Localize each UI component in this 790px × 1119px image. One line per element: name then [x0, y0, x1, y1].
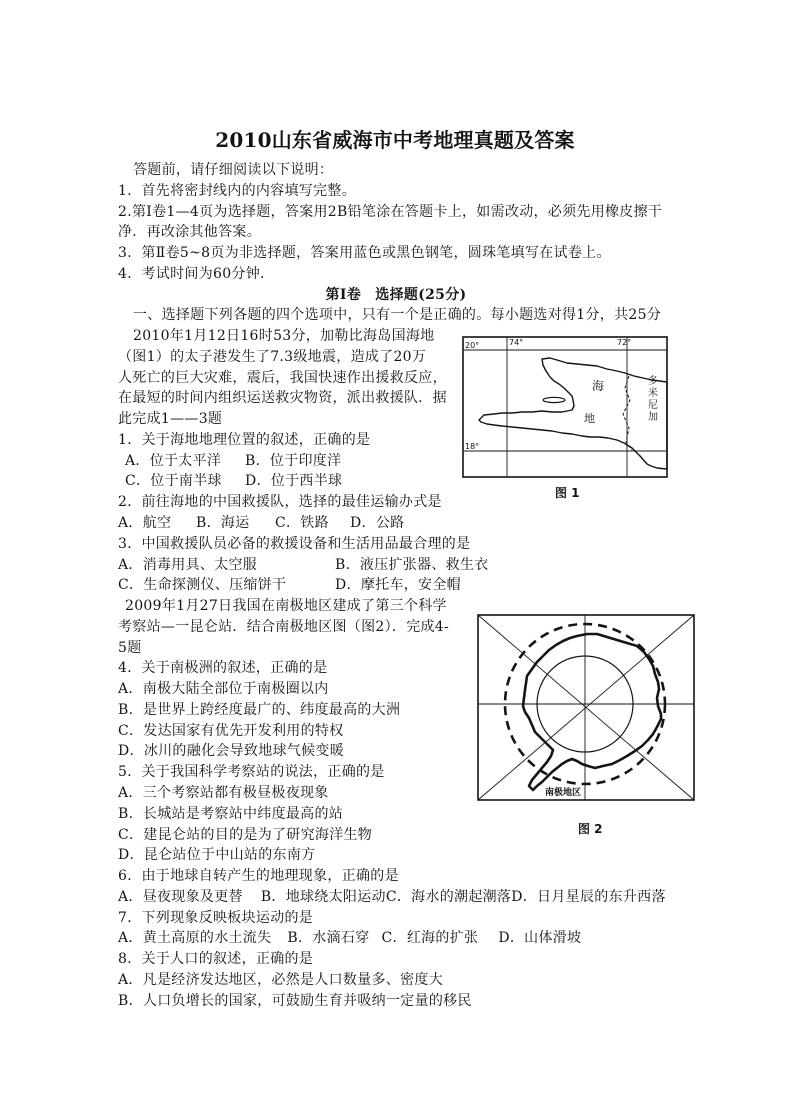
option-b: B．海运	[196, 515, 250, 532]
section-heading: 第Ⅰ卷 选择题(25分)	[325, 286, 467, 303]
question-stem: 4．关于南极洲的叙述，正确的是	[118, 660, 328, 677]
figure-2-caption: 图 2	[578, 822, 603, 836]
passage-line: （图1）的太子港发生了7.3级地震，造成了20万	[118, 348, 427, 365]
country-label-char-2: 地	[584, 412, 595, 425]
option-b: B．位于印度洋	[245, 452, 342, 469]
option-a: A．位于太平洋	[125, 452, 222, 469]
option-b: B．长城站是考察站中纬度最高的站	[118, 805, 344, 822]
option-d: D．冰川的融化会导致地球气候变暖	[118, 743, 345, 760]
option-b: B．地球绕太阳运动	[260, 888, 386, 905]
option-d: D．公路	[350, 515, 405, 532]
map-title: 南极地区	[545, 788, 582, 798]
option-row	[118, 928, 674, 949]
option-a: A．航空	[118, 515, 172, 532]
instruction-line: 3．第Ⅱ卷5~8页为非选择题，答案用蓝色或黑色钢笔，圆珠笔填写在试卷上。	[118, 245, 611, 262]
lat-label-20: 20°	[465, 341, 480, 350]
option-d: D．昆仑站位于中山站的东南方	[118, 847, 316, 864]
question-stem: 6．由于地球自转产生的地理现象，正确的是	[118, 868, 399, 885]
lat-label-18: 18°	[465, 442, 480, 451]
question-stem: 7．下列现象反映板块运动的是	[118, 909, 314, 926]
option-d: D．山体滑坡	[498, 930, 582, 947]
passage-line: 在最短的时间内组织运送救灾物资，派出救援队．据	[118, 390, 447, 407]
option-c: C．红海的扩张	[381, 930, 479, 947]
question-stem: 1．关于海地地理位置的叙述，正确的是	[118, 431, 371, 448]
passage-line: 2009年1月27日我国在南极地区建成了第三个科学	[125, 598, 447, 615]
document-body	[118, 160, 674, 1011]
option-a: A．黄土高原的水土流失	[118, 930, 272, 947]
option-d: D．日月星辰的东升西落	[511, 888, 666, 905]
figure-2-antarctica-map	[477, 614, 696, 802]
haiti-map-graphic	[462, 336, 670, 480]
question-stem: 5．关于我国科学考察站的说法，正确的是	[118, 764, 385, 781]
lon-label-74: 74°	[509, 338, 524, 347]
map-frame	[463, 337, 667, 477]
option-a: A．昼夜现象及更替	[118, 888, 243, 905]
instruction-line: 4．考试时间为60分钟．	[118, 265, 275, 282]
option-c: C．铁路	[275, 515, 329, 532]
figure-1-caption: 图 1	[555, 486, 580, 500]
option-a: A．凡是经济发达地区，必然是人口数量多、密度大	[118, 971, 444, 988]
option-c: C．发达国家有优先开发利用的特权	[118, 722, 344, 739]
option-row	[118, 887, 674, 908]
option-a: A．南极大陆全部位于南极圈以内	[118, 681, 329, 698]
question-stem: 3．中国救援队员必备的救援设备和生活用品最合理的是	[118, 535, 471, 552]
instructions-intro: 答题前，请仔细阅读以下说明：	[133, 162, 334, 178]
instruction-line: 2.第Ⅰ卷1—4页为选择题，答案用2B铅笔涂在答题卡上，如需改动，必须先用橡皮擦干	[118, 203, 663, 220]
option-row	[118, 575, 674, 596]
section-instruction: 一、选择题下列各题的四个选项中，只有一个是正确的。每小题选对得1分，共25分	[133, 307, 662, 324]
option-b: B．水滴石穿	[287, 930, 370, 947]
option-row	[118, 513, 674, 534]
country-label-char-1: 海	[592, 379, 605, 393]
document-title: 2010山东省威海市中考地理真题及答案	[215, 128, 575, 152]
option-b: B．液压扩张器、救生衣	[335, 556, 489, 573]
option-b: B．人口负增长的国家，可鼓励生育并吸纳一定量的移民	[118, 992, 472, 1009]
passage-line: 人死亡的巨大灾难，震后，我国快速作出援救反应，	[118, 369, 447, 386]
option-b: B．是世界上跨经度最广的、纬度最高的大洲	[118, 701, 401, 718]
option-d: D．位于西半球	[245, 473, 343, 490]
passage-line: 考察站—一昆仑站．结合南极地区图（图2）．完成4-	[118, 618, 450, 635]
figure-1-haiti-map	[462, 336, 670, 480]
passage-line: 5题	[118, 639, 142, 656]
option-a: A．消毒用具、太空服	[118, 556, 258, 573]
option-c: C．海水的潮起潮落	[385, 888, 512, 905]
option-d: D．摩托车，安全帽	[335, 577, 461, 594]
antarctica-map-graphic	[477, 614, 696, 802]
passage-line: 2010年1月12日16时53分，加勒比海岛国海地	[133, 328, 435, 345]
instruction-line: 净．再改涂其他答案。	[118, 224, 261, 241]
question-stem: 8．关于人口的叙述，正确的是	[118, 951, 314, 968]
option-c: C．建昆仑站的目的是为了研究海洋生物	[118, 826, 373, 843]
option-c: C．位于南半球	[125, 473, 222, 490]
question-stem: 2．前往海地的中国救援队，选择的最佳运输办式是	[118, 494, 442, 511]
lon-label-72: 72°	[617, 338, 632, 347]
neighbor-country-label: 多米尼加	[648, 376, 658, 423]
passage-line: 此完成1——3题	[118, 411, 223, 428]
option-a: A．三个考察站都有极昼极夜现象	[118, 784, 329, 801]
option-c: C．生命探测仪、压缩饼干	[118, 577, 287, 594]
instruction-line: 1．首先将密封线内的内容填写完整。	[118, 182, 357, 199]
option-row	[118, 555, 674, 576]
